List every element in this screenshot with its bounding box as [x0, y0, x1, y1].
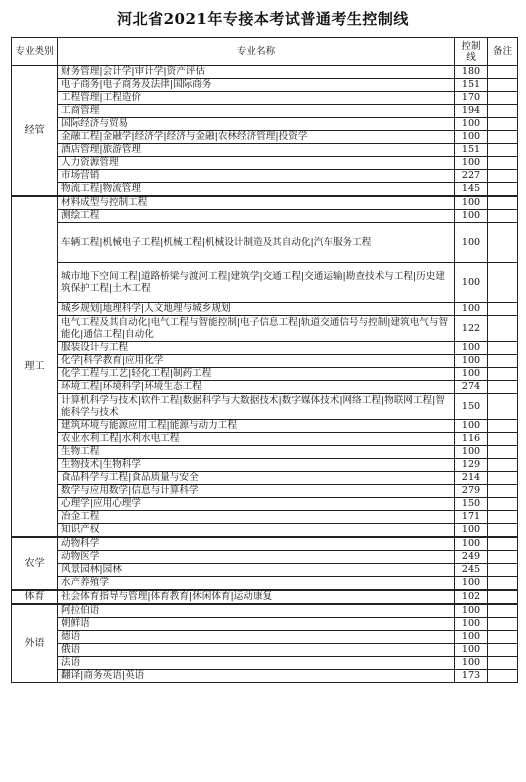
major-name-cell: 俄语	[58, 644, 455, 657]
note-cell	[488, 157, 518, 170]
control-line-score-cell: 100	[455, 263, 488, 303]
table-row	[12, 472, 518, 485]
note-cell	[488, 183, 518, 197]
major-name-cell: 化学工程与工艺|轻化工程|制药工程	[58, 368, 455, 381]
major-name-cell: 德语	[58, 631, 455, 644]
note-cell	[488, 342, 518, 355]
control-line-score-cell: 100	[455, 657, 488, 670]
major-name-cell: 酒店管理|旅游管理	[58, 144, 455, 157]
table-row	[12, 590, 518, 604]
major-name-cell: 法语	[58, 657, 455, 670]
table-row	[12, 394, 518, 420]
note-cell	[488, 196, 518, 210]
control-line-score-cell: 151	[455, 144, 488, 157]
note-cell	[488, 79, 518, 92]
control-line-table	[11, 37, 518, 683]
control-line-score-cell: 100	[455, 524, 488, 538]
category-cell: 体育	[12, 590, 58, 604]
table-row	[12, 118, 518, 131]
control-line-score-cell: 274	[455, 381, 488, 394]
table-row	[12, 485, 518, 498]
major-name-cell: 服装设计与工程	[58, 342, 455, 355]
table-row	[12, 144, 518, 157]
note-cell	[488, 472, 518, 485]
control-line-score-cell: 100	[455, 368, 488, 381]
control-line-score-cell: 100	[455, 355, 488, 368]
note-cell	[488, 420, 518, 433]
control-line-score-cell: 180	[455, 66, 488, 79]
table-row	[12, 381, 518, 394]
table-row	[12, 79, 518, 92]
note-cell	[488, 577, 518, 591]
page-title: 河北省2021年专接本考试普通考生控制线	[117, 10, 409, 28]
note-cell	[488, 144, 518, 157]
control-line-score-cell: 170	[455, 92, 488, 105]
control-line-score-cell: 150	[455, 498, 488, 511]
control-line-score-cell: 145	[455, 183, 488, 197]
major-name-cell: 物流工程|物流管理	[58, 183, 455, 197]
table-row	[12, 210, 518, 223]
control-line-score-cell: 100	[455, 303, 488, 316]
note-cell	[488, 604, 518, 618]
table-row	[12, 355, 518, 368]
table-row	[12, 498, 518, 511]
note-cell	[488, 459, 518, 472]
table-row	[12, 263, 518, 303]
table-row	[12, 316, 518, 342]
table-row	[12, 420, 518, 433]
note-cell	[488, 644, 518, 657]
major-name-cell: 工商管理	[58, 105, 455, 118]
major-name-cell: 翻译|商务英语|英语	[58, 670, 455, 683]
table-row	[12, 618, 518, 631]
major-name-cell: 生物工程	[58, 446, 455, 459]
major-name-cell: 市场营销	[58, 170, 455, 183]
table-header-row	[12, 38, 518, 66]
control-line-score-cell: 102	[455, 590, 488, 604]
table-row	[12, 459, 518, 472]
table-row	[12, 524, 518, 538]
note-cell	[488, 657, 518, 670]
major-name-cell: 动物科学	[58, 537, 455, 551]
note-cell	[488, 355, 518, 368]
control-line-score-cell: 173	[455, 670, 488, 683]
note-cell	[488, 303, 518, 316]
control-line-score-cell: 151	[455, 79, 488, 92]
major-name-cell: 阿拉伯语	[58, 604, 455, 618]
table-row	[12, 183, 518, 197]
table-row	[12, 131, 518, 144]
category-cell: 农学	[12, 537, 58, 590]
control-line-score-cell: 100	[455, 446, 488, 459]
major-name-cell: 测绘工程	[58, 210, 455, 223]
note-cell	[488, 498, 518, 511]
table-row	[12, 342, 518, 355]
note-cell	[488, 210, 518, 223]
note-cell	[488, 485, 518, 498]
category-cell: 经管	[12, 66, 58, 197]
control-line-score-cell: 100	[455, 537, 488, 551]
table-body	[12, 66, 518, 683]
note-cell	[488, 670, 518, 683]
table-row	[12, 604, 518, 618]
table-row	[12, 66, 518, 79]
control-line-score-cell: 249	[455, 551, 488, 564]
table-row	[12, 157, 518, 170]
table-row	[12, 670, 518, 683]
major-name-cell: 朝鲜语	[58, 618, 455, 631]
control-line-score-cell: 150	[455, 394, 488, 420]
control-line-score-cell: 100	[455, 420, 488, 433]
major-name-cell: 风景园林|园林	[58, 564, 455, 577]
control-line-score-cell: 100	[455, 577, 488, 591]
control-line-score-cell: 116	[455, 433, 488, 446]
major-name-cell: 动物医学	[58, 551, 455, 564]
header-major: 专业名称	[58, 38, 455, 66]
major-name-cell: 农业水利工程|水利水电工程	[58, 433, 455, 446]
control-line-score-cell: 194	[455, 105, 488, 118]
control-line-score-cell: 100	[455, 631, 488, 644]
major-name-cell: 冶金工程	[58, 511, 455, 524]
header-category: 专业类别	[12, 38, 58, 66]
control-line-score-cell: 100	[455, 196, 488, 210]
note-cell	[488, 105, 518, 118]
note-cell	[488, 131, 518, 144]
major-name-cell: 人力资源管理	[58, 157, 455, 170]
note-cell	[488, 263, 518, 303]
table-row	[12, 92, 518, 105]
major-name-cell: 社会体育指导与管理|体育教育|休闲体育|运动康复	[58, 590, 455, 604]
major-name-cell: 工程管理|工程造价	[58, 92, 455, 105]
table-row	[12, 170, 518, 183]
header-score: 控制线	[455, 38, 488, 66]
table-row	[12, 537, 518, 551]
major-name-cell: 计算机科学与技术|软件工程|数据科学与大数据技术|数字媒体技术|网络工程|物联网工程|智能科学与技术	[58, 394, 455, 420]
major-name-cell: 化学|科学教育|应用化学	[58, 355, 455, 368]
table-row	[12, 303, 518, 316]
control-line-score-cell: 100	[455, 342, 488, 355]
note-cell	[488, 66, 518, 79]
control-line-score-cell: 279	[455, 485, 488, 498]
major-name-cell: 城乡规划|地理科学|人文地理与城乡规划	[58, 303, 455, 316]
note-cell	[488, 381, 518, 394]
note-cell	[488, 368, 518, 381]
note-cell	[488, 551, 518, 564]
table-row	[12, 433, 518, 446]
major-name-cell: 电子商务|电子商务及法律|国际商务	[58, 79, 455, 92]
note-cell	[488, 590, 518, 604]
major-name-cell: 数学与应用数学|信息与计算科学	[58, 485, 455, 498]
control-line-score-cell: 100	[455, 618, 488, 631]
major-name-cell: 知识产权	[58, 524, 455, 538]
control-line-score-cell: 171	[455, 511, 488, 524]
major-name-cell: 财务管理|会计学|审计学|资产评估	[58, 66, 455, 79]
control-line-score-cell: 245	[455, 564, 488, 577]
note-cell	[488, 223, 518, 263]
note-cell	[488, 316, 518, 342]
major-name-cell: 环境工程|环境科学|环境生态工程	[58, 381, 455, 394]
table-row	[12, 105, 518, 118]
category-cell: 理工	[12, 196, 58, 537]
table-row	[12, 446, 518, 459]
table-row	[12, 577, 518, 591]
control-line-score-cell: 100	[455, 223, 488, 263]
major-name-cell: 水产养殖学	[58, 577, 455, 591]
control-line-score-cell: 100	[455, 131, 488, 144]
note-cell	[488, 511, 518, 524]
note-cell	[488, 564, 518, 577]
note-cell	[488, 524, 518, 538]
category-cell: 外语	[12, 604, 58, 683]
note-cell	[488, 170, 518, 183]
header-note: 备注	[488, 38, 518, 66]
major-name-cell: 材料成型与控制工程	[58, 196, 455, 210]
note-cell	[488, 92, 518, 105]
major-name-cell: 建筑环境与能源应用工程|能源与动力工程	[58, 420, 455, 433]
major-name-cell: 城市地下空间工程|道路桥梁与渡河工程|建筑学|交通工程|交通运输|勘查技术与工程|历史建筑保护工程|土木工程	[58, 263, 455, 303]
control-line-score-cell: 129	[455, 459, 488, 472]
note-cell	[488, 537, 518, 551]
note-cell	[488, 433, 518, 446]
table-row	[12, 631, 518, 644]
note-cell	[488, 394, 518, 420]
table-row	[12, 196, 518, 210]
major-name-cell: 食品科学与工程|食品质量与安全	[58, 472, 455, 485]
note-cell	[488, 631, 518, 644]
note-cell	[488, 118, 518, 131]
major-name-cell: 生物技术|生物科学	[58, 459, 455, 472]
control-line-score-cell: 100	[455, 118, 488, 131]
major-name-cell: 心理学|应用心理学	[58, 498, 455, 511]
note-cell	[488, 618, 518, 631]
control-line-score-cell: 100	[455, 157, 488, 170]
control-line-score-cell: 214	[455, 472, 488, 485]
table-row	[12, 644, 518, 657]
table-row	[12, 223, 518, 263]
control-line-score-cell: 100	[455, 644, 488, 657]
major-name-cell: 国际经济与贸易	[58, 118, 455, 131]
control-line-score-cell: 100	[455, 604, 488, 618]
major-name-cell: 电气工程及其自动化|电气工程与智能控制|电子信息工程|轨道交通信号与控制|建筑电气与智能化|通信工程|自动化	[58, 316, 455, 342]
control-line-score-cell: 227	[455, 170, 488, 183]
table-row	[12, 657, 518, 670]
control-line-score-cell: 100	[455, 210, 488, 223]
table-row	[12, 368, 518, 381]
table-row	[12, 511, 518, 524]
table-row	[12, 564, 518, 577]
table-row	[12, 551, 518, 564]
major-name-cell: 金融工程|金融学|经济学|经济与金融|农林经济管理|投资学	[58, 131, 455, 144]
control-line-score-cell: 122	[455, 316, 488, 342]
major-name-cell: 车辆工程|机械电子工程|机械工程|机械设计制造及其自动化|汽车服务工程	[58, 223, 455, 263]
note-cell	[488, 446, 518, 459]
